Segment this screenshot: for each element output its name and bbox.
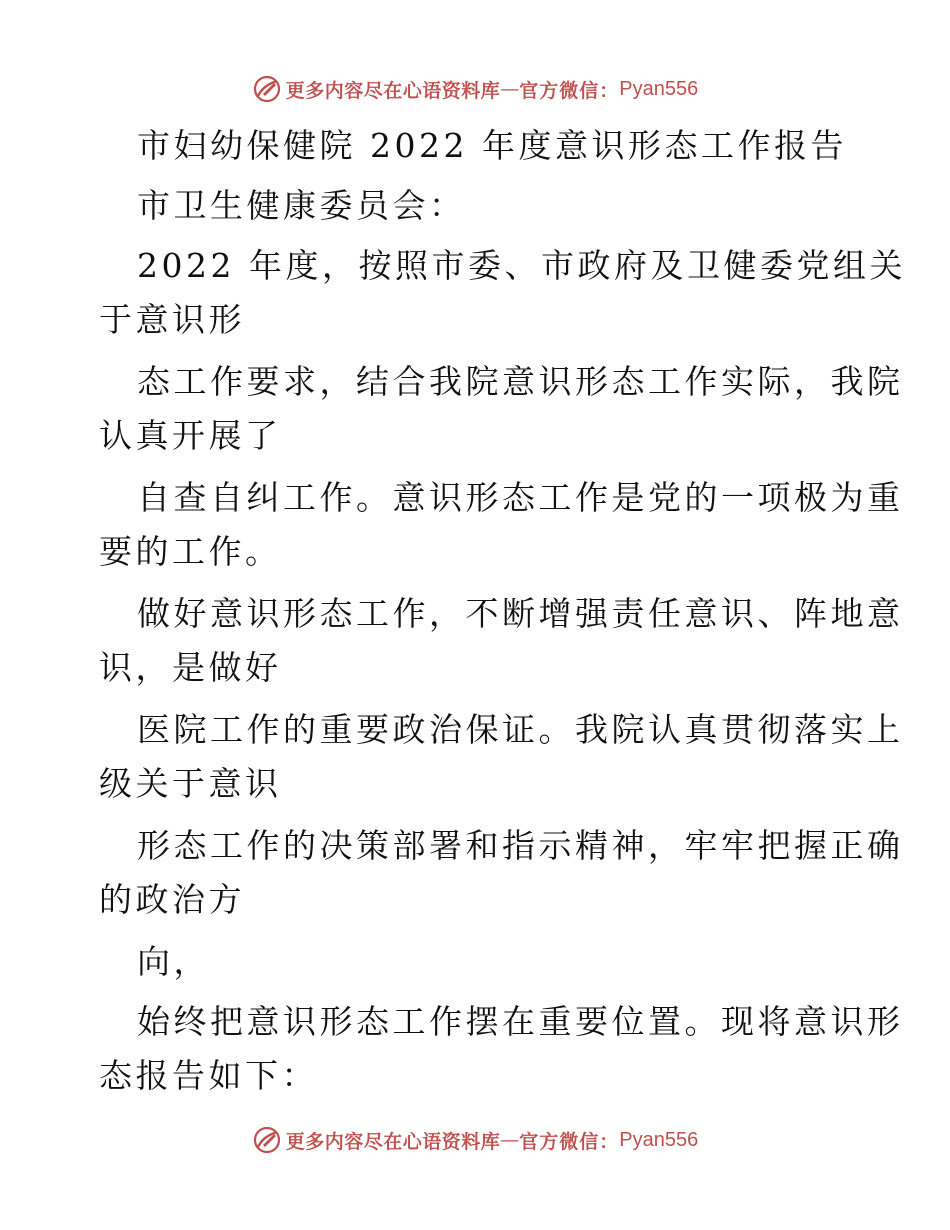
watermark-site-text: 更多内容尽在心语资料库	[285, 1130, 501, 1153]
watermark-separator: —	[500, 1129, 520, 1151]
body-line: 2022 年度，按照市委、市政府及卫健委党组关	[137, 246, 906, 285]
body-line: 态工作要求，结合我院意识形态工作实际，我院	[137, 362, 904, 401]
body-line: 态报告如下：	[99, 1056, 318, 1095]
body-line: 认真开展了	[99, 416, 282, 455]
body-line: 于意识形	[99, 300, 245, 339]
watermark-wechat-id: Pyan556	[619, 77, 699, 100]
body-line: 向，	[137, 942, 210, 981]
body-line: 识，是做好	[99, 648, 282, 687]
body-line: 自查自纠工作。意识形态工作是党的一项极为重	[137, 478, 904, 517]
watermark-banner-top	[0, 71, 950, 107]
body-line: 医院工作的重要政治保证。我院认真贯彻落实上	[137, 710, 904, 749]
body-line: 做好意识形态工作，不断增强责任意识、阵地意	[137, 594, 904, 633]
body-line: 级关于意识	[99, 764, 282, 803]
body-line: 形态工作的决策部署和指示精神，牢牢把握正确	[137, 826, 904, 865]
body-line: 要的工作。	[99, 532, 282, 571]
document-title: 市妇幼保健院 2022 年度意识形态工作报告	[137, 126, 847, 165]
watermark-wechat-label: 官方微信：	[519, 1130, 620, 1153]
pen-logo-icon	[252, 74, 282, 104]
pen-logo-icon	[252, 1125, 282, 1155]
body-line: 始终把意识形态工作摆在重要位置。现将意识形	[137, 1002, 904, 1041]
watermark-separator: —	[500, 78, 520, 100]
watermark-wechat-label: 官方微信：	[519, 79, 620, 102]
body-line: 的政治方	[99, 880, 245, 919]
addressee-line: 市卫生健康委员会：	[137, 186, 466, 225]
watermark-banner-bottom	[0, 1122, 950, 1158]
watermark-site-text: 更多内容尽在心语资料库	[285, 79, 501, 102]
watermark-wechat-id: Pyan556	[619, 1128, 699, 1151]
